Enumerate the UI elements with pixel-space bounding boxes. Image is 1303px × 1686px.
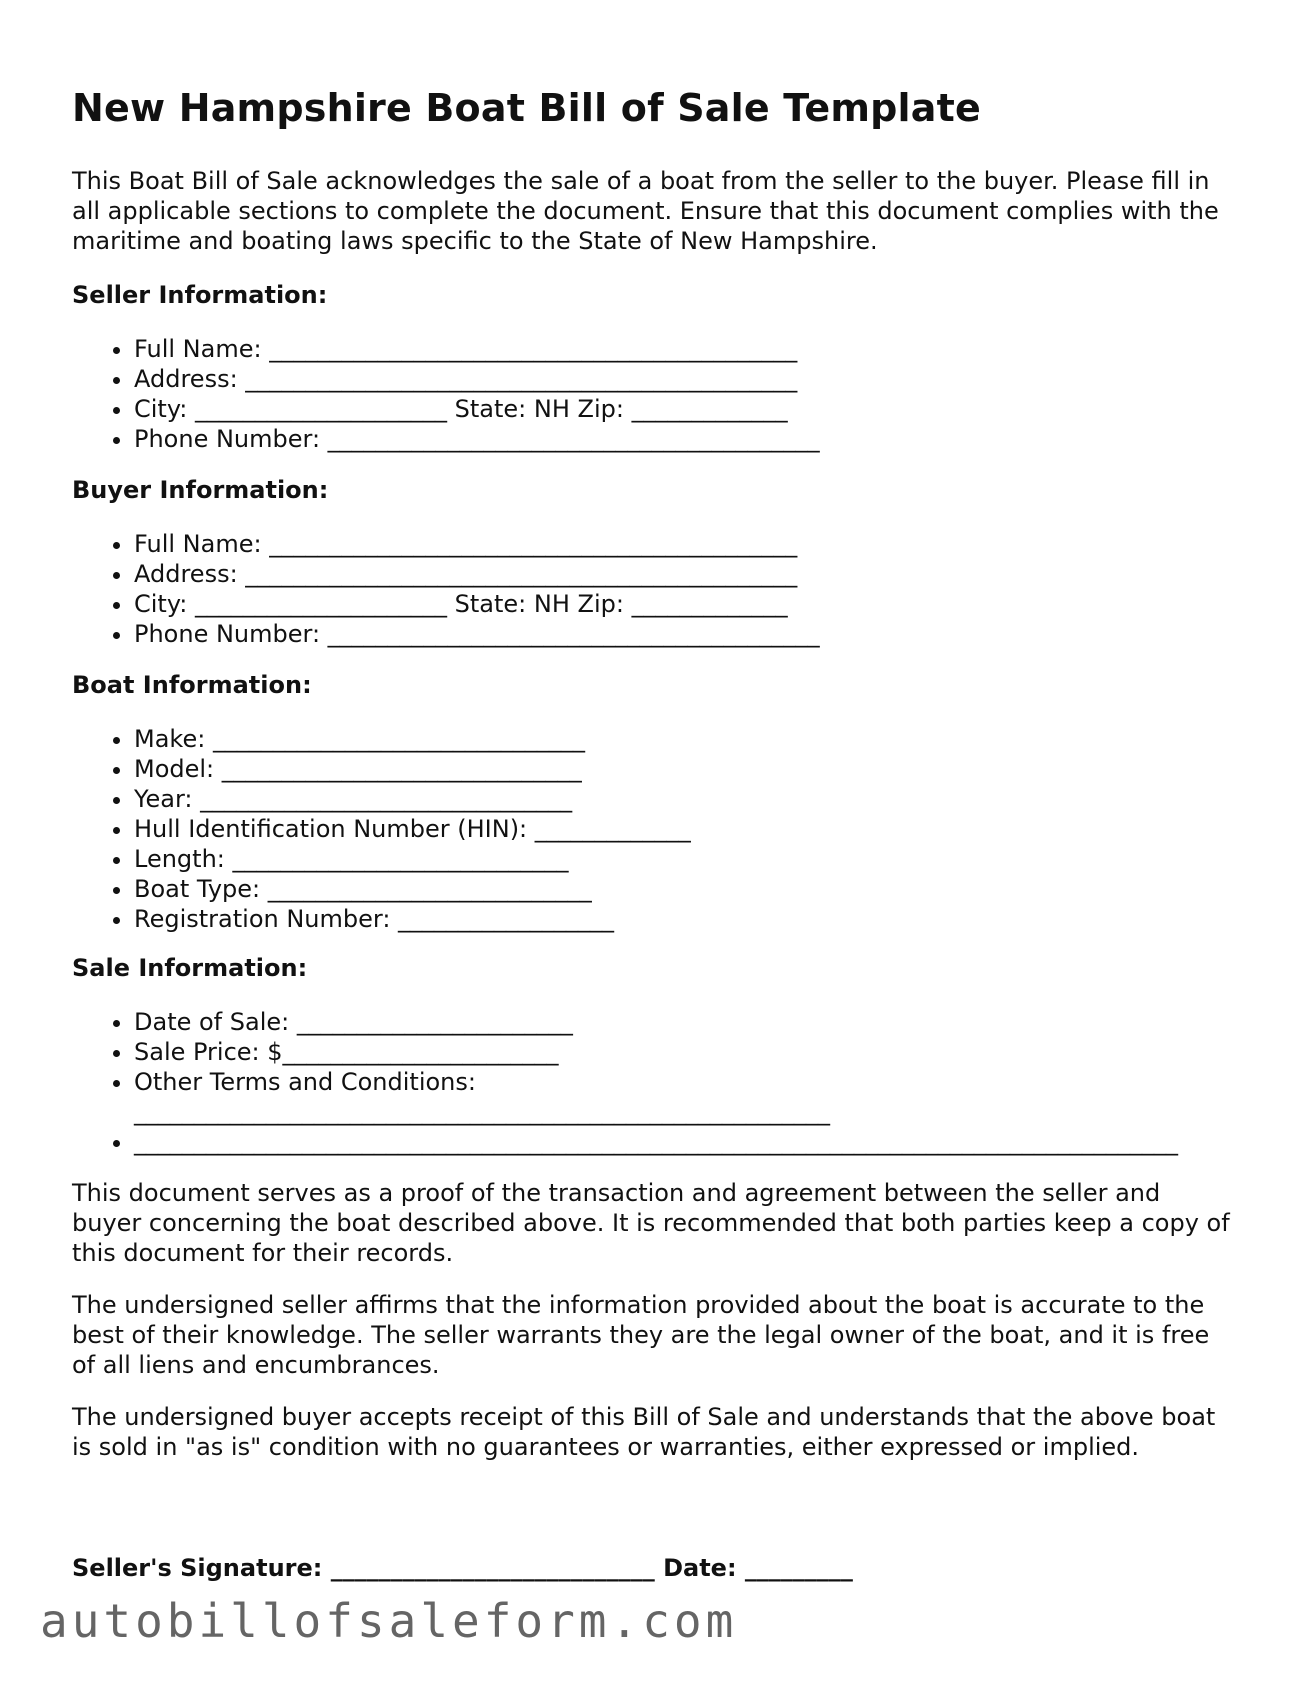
seller-field-list <box>72 334 820 454</box>
boat-type-field[interactable]: • Boat Type: ___________________________ <box>134 874 691 904</box>
buyer-field-list <box>72 529 820 649</box>
boat-hin-field[interactable]: • Hull Identification Number (HIN): _____________ <box>134 814 691 844</box>
boat-make-field[interactable]: • Make: _______________________________ <box>134 724 691 754</box>
closing-paragraph-buyer-acceptance: The undersigned buyer accepts receipt of this Bill of Sale and understands that the above boat is sold in "as is" condition with no guarantees or warranties, either expressed or implied. <box>72 1403 1216 1461</box>
closing-paragraph-seller-affirmation: The undersigned seller affirms that the information provided about the boat is accurate to the best of their knowledge. The seller warrants they are the legal owner of the boat, and it is free of all liens and encumbrances. <box>72 1291 1210 1379</box>
sale-terms-field[interactable]: • Other Terms and Conditions: __________________________________________________________ <box>134 1067 1178 1127</box>
page-title: New Hampshire Boat Bill of Sale Template <box>72 86 981 130</box>
buyer-city-state-zip-field[interactable]: • City: _____________________ State: NH Zip: _____________ <box>134 589 820 619</box>
boat-model-field[interactable]: • Model: ______________________________ <box>134 754 691 784</box>
seller-section-heading: Seller Information: <box>72 281 328 309</box>
buyer-address-field[interactable]: • Address: ______________________________________________ <box>134 559 820 589</box>
buyer-section-heading: Buyer Information: <box>72 476 329 504</box>
boat-length-field[interactable]: • Length: ____________________________ <box>134 844 691 874</box>
buyer-phone-field[interactable]: • Phone Number: _________________________________________ <box>134 619 820 649</box>
closing-paragraph-transaction: This document serves as a proof of the transaction and agreement between the seller and buyer concerning the boat described above. It is recommended that both parties keep a copy of this document for their records. <box>72 1179 1230 1267</box>
boat-section-heading: Boat Information: <box>72 671 312 699</box>
sale-field-list <box>72 1007 1178 1157</box>
seller-signature-line[interactable]: Seller's Signature: ___________________________ Date: _________ <box>72 1554 853 1582</box>
sale-terms-extra-line[interactable]: • _______________________________________________________________________________________ <box>134 1127 1178 1157</box>
seller-phone-field[interactable]: • Phone Number: _________________________________________ <box>134 424 820 454</box>
boat-field-list <box>72 724 691 934</box>
boat-year-field[interactable]: • Year: _______________________________ <box>134 784 691 814</box>
sale-price-field[interactable]: • Sale Price: $_______________________ <box>134 1037 1178 1067</box>
seller-city-state-zip-field[interactable]: • City: _____________________ State: NH Zip: _____________ <box>134 394 820 424</box>
seller-address-field[interactable]: • Address: ______________________________________________ <box>134 364 820 394</box>
buyer-full-name-field[interactable]: • Full Name: ____________________________________________ <box>134 529 820 559</box>
boat-registration-field[interactable]: • Registration Number: __________________ <box>134 904 691 934</box>
intro-paragraph: This Boat Bill of Sale acknowledges the sale of a boat from the seller to the buyer. Please fill in all applicable sections to complete the document. Ensure that this document complies with the maritime and boating laws specific to the State of New Hampshire. <box>72 167 1219 255</box>
seller-full-name-field[interactable]: • Full Name: ____________________________________________ <box>134 334 820 364</box>
sale-date-field[interactable]: • Date of Sale: _______________________ <box>134 1007 1178 1037</box>
sale-section-heading: Sale Information: <box>72 954 308 982</box>
site-watermark: autobillofsaleform.com <box>40 1594 738 1648</box>
